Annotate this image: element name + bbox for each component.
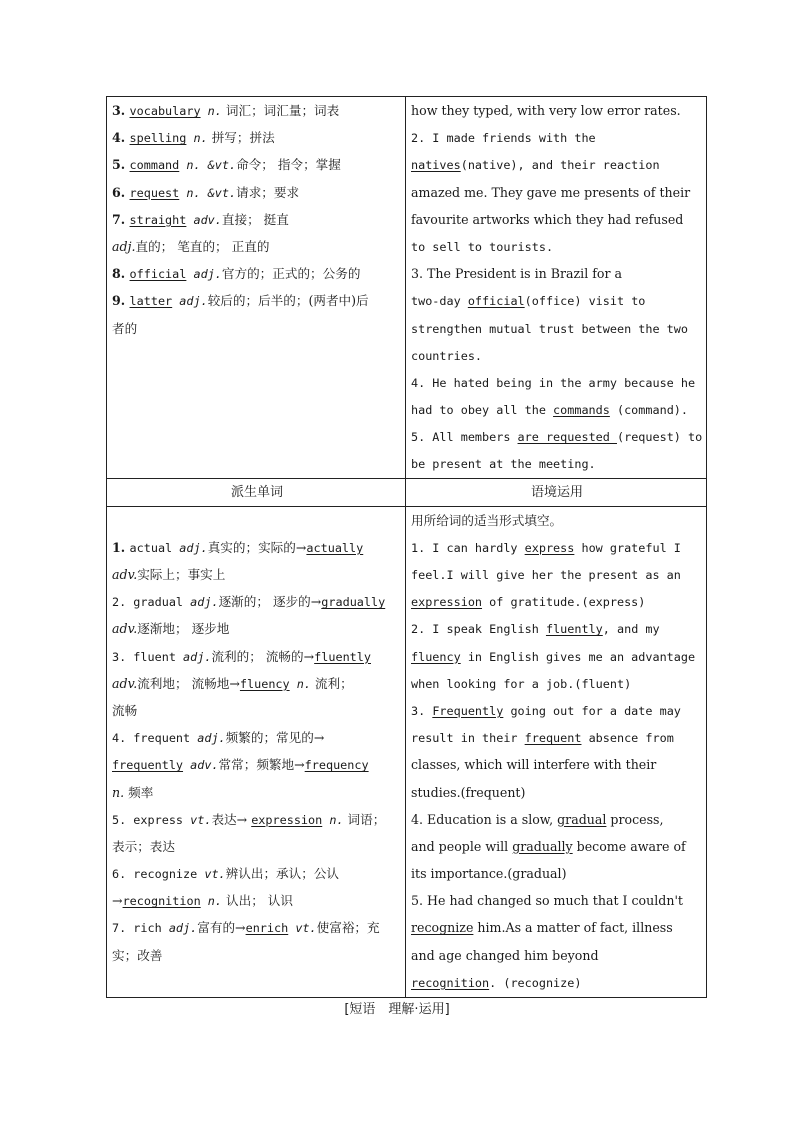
text-segment: adj.: [186, 267, 222, 282]
text-line: [411, 806, 703, 833]
text-segment: how they typed, with very low error rates.: [411, 103, 681, 118]
answer-word: enrich: [245, 921, 289, 936]
text-segment: n.: [112, 784, 125, 800]
text-segment: 2. I made friends with the: [411, 131, 596, 146]
answer-word: 3.: [112, 103, 130, 118]
text-segment: (request) to: [616, 430, 703, 445]
text-line: [411, 942, 703, 969]
text-segment: adv.: [183, 758, 219, 773]
text-line: [112, 779, 402, 806]
text-segment: n.: [289, 676, 311, 691]
text-line: [112, 233, 402, 260]
text-line: [411, 969, 703, 996]
text-line: [411, 724, 703, 751]
text-segment: →: [112, 893, 123, 909]
text-segment: and people will: [411, 838, 513, 854]
text-line: [112, 806, 402, 833]
text-segment: adj.: [179, 540, 208, 555]
text-line: [112, 887, 402, 914]
text-line: [411, 643, 703, 670]
text-line: [411, 534, 703, 561]
text-line: [112, 860, 402, 887]
answer-word: 6.: [112, 184, 130, 200]
text-segment: 3. The President is in Brazil for a: [411, 266, 623, 282]
text-line: [112, 588, 402, 615]
text-segment: adj.: [168, 921, 198, 936]
text-segment: 流利地； 流畅地→: [137, 675, 240, 691]
answer-word: official: [467, 294, 525, 309]
text-line: [411, 860, 703, 887]
text-segment: 流利的； 流畅的→: [211, 648, 315, 664]
text-segment: and age changed him beyond: [411, 947, 599, 963]
text-segment: 用所给词的适当形式填空。: [411, 512, 563, 528]
text-line: [411, 423, 703, 450]
text-segment: adj.: [112, 238, 136, 254]
text-line: [411, 751, 703, 778]
table-header-row: [107, 478, 707, 506]
text-segment: vt.: [288, 921, 317, 936]
text-line: [411, 588, 703, 615]
header-derived-words: 派生单词: [107, 478, 406, 506]
answer-word: latter: [129, 294, 173, 309]
answer-word: gradually: [512, 838, 573, 854]
text-segment: amazed me. They gave me presents of their: [411, 184, 691, 200]
text-line: [112, 561, 402, 588]
text-segment: (native), and their reaction: [460, 158, 660, 173]
text-segment: going out for a date may: [503, 703, 681, 718]
text-segment: 表达→: [211, 811, 252, 827]
answer-word: gradually: [321, 595, 386, 610]
text-segment: feel.I will give her the present as an: [411, 568, 681, 582]
text-segment: result in their: [411, 731, 525, 746]
text-line: [112, 97, 402, 124]
text-segment: 富有的→: [197, 920, 246, 936]
text-segment: become aware of: [572, 838, 686, 854]
text-segment: 辨认出；承认；公认: [225, 866, 339, 882]
text-segment: 5. express: [112, 812, 191, 827]
text-segment: adv.: [112, 567, 138, 582]
text-segment: adv.: [112, 675, 138, 691]
text-segment: vt.: [190, 812, 212, 827]
text-line: [411, 151, 703, 178]
text-segment: adj.: [183, 649, 212, 664]
text-segment: (command).: [609, 403, 689, 418]
text-segment: . (recognize): [489, 975, 582, 990]
derived-word-list: [112, 507, 402, 969]
text-segment: n.: [322, 812, 344, 827]
text-segment: him.As a matter of fact, illness: [473, 920, 673, 936]
text-line: [411, 615, 703, 642]
text-line: [112, 287, 402, 314]
text-line: [112, 697, 402, 724]
answer-word: Frequently: [432, 703, 504, 718]
word-meaning-cell: [107, 97, 406, 479]
text-segment: 3. fluent: [112, 649, 184, 664]
text-segment: vt.: [204, 867, 226, 882]
text-segment: 2. gradual: [112, 595, 191, 610]
text-line: [112, 914, 402, 941]
answer-word: fluency: [411, 649, 461, 664]
answer-word: recognition: [411, 975, 490, 990]
text-line: [112, 670, 402, 697]
text-segment: 逐渐的； 逐步的→: [218, 594, 322, 610]
text-segment: of gratitude.(express): [482, 595, 646, 610]
text-segment: 认出； 认识: [222, 893, 293, 909]
text-segment: n.: [200, 104, 222, 118]
table-row: [107, 97, 707, 479]
text-segment: 频率: [124, 784, 154, 800]
text-segment: n.: [200, 894, 223, 909]
answer-word: expression: [411, 595, 483, 610]
answer-word: 1.: [112, 539, 130, 555]
answer-word: vocabulary: [129, 104, 201, 118]
text-line: [112, 315, 402, 342]
context-exercise-cell: [406, 506, 707, 997]
answer-word: request: [129, 185, 180, 200]
text-line: [411, 670, 703, 697]
text-segment: 1. I can hardly: [411, 540, 525, 555]
text-segment: studies.(frequent): [411, 784, 526, 800]
text-line: [411, 97, 703, 124]
text-segment: 请求；要求: [236, 184, 300, 200]
text-segment: n. &vt.: [179, 185, 237, 200]
text-line: [411, 833, 703, 860]
text-line: [112, 151, 402, 178]
answer-word: are requested: [517, 430, 617, 445]
text-segment: two-day: [411, 294, 468, 309]
text-segment: 频繁的；常见的→: [225, 730, 325, 746]
derived-words-cell: [107, 506, 406, 997]
text-line: [112, 534, 402, 561]
text-segment: 5. He had changed so much that I couldn't: [411, 893, 683, 909]
text-segment: 逐渐地； 逐步地: [137, 621, 230, 637]
answer-word: command: [129, 158, 180, 173]
text-line: [411, 887, 703, 914]
text-line: [112, 260, 402, 287]
exercise-list: [411, 507, 703, 996]
text-segment: countries.: [411, 348, 483, 363]
text-segment: adj.: [172, 294, 208, 309]
text-line: [411, 396, 703, 423]
text-line: [411, 206, 703, 233]
text-line: [112, 942, 402, 969]
section-heading: [短语 理解·运用]: [344, 1002, 450, 1017]
text-segment: 直的； 笔直的； 正直的: [135, 238, 270, 254]
text-segment: process,: [606, 811, 664, 827]
text-segment: 使富裕；充: [316, 920, 380, 936]
text-segment: 流畅: [112, 702, 138, 718]
header-context-use: 语境运用: [406, 478, 707, 506]
answer-word: fluently: [314, 649, 371, 664]
text-segment: 表示；表达: [112, 838, 175, 854]
text-segment: 者的: [112, 320, 138, 336]
text-line: [112, 206, 402, 233]
text-segment: n. &vt.: [179, 158, 237, 173]
text-line: [411, 561, 703, 588]
answer-word: expression: [251, 812, 323, 827]
answer-word: 7.: [112, 211, 130, 227]
answer-word: commands: [553, 403, 610, 418]
text-line: [411, 914, 703, 941]
text-segment: 实；改善: [112, 947, 163, 963]
text-segment: 6. recognize: [112, 867, 205, 882]
answer-word: official: [129, 267, 187, 282]
text-line: [411, 342, 703, 369]
text-segment: 拼写；拼法: [207, 130, 275, 146]
text-segment: 命令； 指令；掌握: [236, 157, 341, 173]
text-line: [112, 615, 402, 642]
text-segment: classes, which will interfere with their: [411, 757, 657, 773]
text-line: [112, 724, 402, 751]
answer-word: 9.: [112, 293, 130, 309]
text-segment: strengthen mutual trust between the two: [411, 321, 688, 336]
text-segment: 官方的；正式的；公务的: [221, 266, 361, 282]
text-segment: 4. Education is a slow,: [411, 811, 558, 827]
vocabulary-table: [106, 96, 707, 998]
text-segment: in English gives me an advantage: [460, 649, 696, 664]
text-line: [411, 179, 703, 206]
text-segment: 流利；: [310, 675, 353, 691]
text-segment: (office) visit to: [524, 294, 646, 309]
text-segment: , and my: [602, 622, 660, 637]
text-segment: 4. He hated being in the army because he: [411, 375, 696, 390]
text-line: [411, 779, 703, 806]
text-segment: adv.: [186, 212, 222, 227]
text-segment: be present at the meeting.: [411, 457, 596, 472]
text-segment: 直接； 挺直: [221, 211, 289, 227]
text-segment: 常常；频繁地→: [218, 757, 305, 773]
answer-word: straight: [129, 212, 187, 227]
text-segment: adj.: [197, 731, 226, 746]
text-line: [112, 643, 402, 670]
text-segment: adv.: [112, 621, 138, 637]
text-segment: its importance.(gradual): [411, 866, 567, 882]
answer-word: recognize: [411, 920, 474, 936]
text-segment: how grateful I: [574, 540, 681, 555]
text-line: [411, 450, 703, 477]
text-line: [411, 233, 703, 260]
text-line: [411, 287, 703, 314]
answer-word: fluently: [545, 622, 603, 637]
text-segment: when looking for a job.(fluent): [411, 676, 632, 691]
example-sentence-cell: [406, 97, 707, 479]
text-segment: n.: [186, 131, 208, 146]
text-segment: absence from: [581, 731, 674, 746]
text-segment: 2. I speak English: [411, 622, 546, 637]
answer-word: express: [524, 540, 575, 555]
text-segment: to sell to tourists.: [411, 239, 554, 254]
text-segment: 词语；: [343, 811, 386, 827]
answer-word: frequently: [112, 758, 184, 773]
answer-word: gradual: [557, 811, 607, 827]
answer-word: frequent: [524, 731, 582, 746]
text-line: [411, 315, 703, 342]
text-segment: 较后的；后半的；(两者中)后: [207, 293, 369, 309]
text-segment: 3.: [411, 703, 433, 718]
text-line: [411, 124, 703, 151]
text-segment: 真实的；实际的→: [207, 539, 307, 555]
answer-word: fluency: [239, 676, 290, 691]
text-segment: 4. frequent: [112, 731, 198, 746]
text-line: [112, 833, 402, 860]
answer-word: 5.: [112, 157, 130, 173]
text-line: [112, 124, 402, 151]
text-line: [112, 507, 402, 534]
text-line: [411, 369, 703, 396]
text-line: [112, 751, 402, 778]
text-segment: actual: [129, 540, 180, 555]
answer-word: 8.: [112, 266, 130, 282]
word-list: [112, 97, 402, 342]
sentence-list: [411, 97, 703, 478]
text-line: [411, 260, 703, 287]
answer-word: natives: [411, 158, 461, 173]
answer-word: 4.: [112, 130, 130, 146]
text-line: [411, 507, 703, 534]
text-segment: 实际上；事实上: [137, 567, 226, 582]
text-line: [411, 697, 703, 724]
answer-word: spelling: [129, 131, 187, 146]
text-segment: adj.: [190, 595, 219, 610]
answer-word: recognition: [122, 894, 201, 909]
table-row: [107, 506, 707, 997]
text-segment: had to obey all the: [411, 403, 554, 418]
answer-word: frequency: [304, 758, 369, 773]
text-segment: 5. All members: [411, 430, 518, 445]
text-segment: favourite artworks which they had refused: [411, 211, 684, 227]
answer-word: actually: [306, 540, 364, 555]
text-segment: 词汇；词汇量；词表: [221, 103, 340, 118]
text-segment: 7. rich: [112, 921, 169, 936]
text-line: [112, 179, 402, 206]
